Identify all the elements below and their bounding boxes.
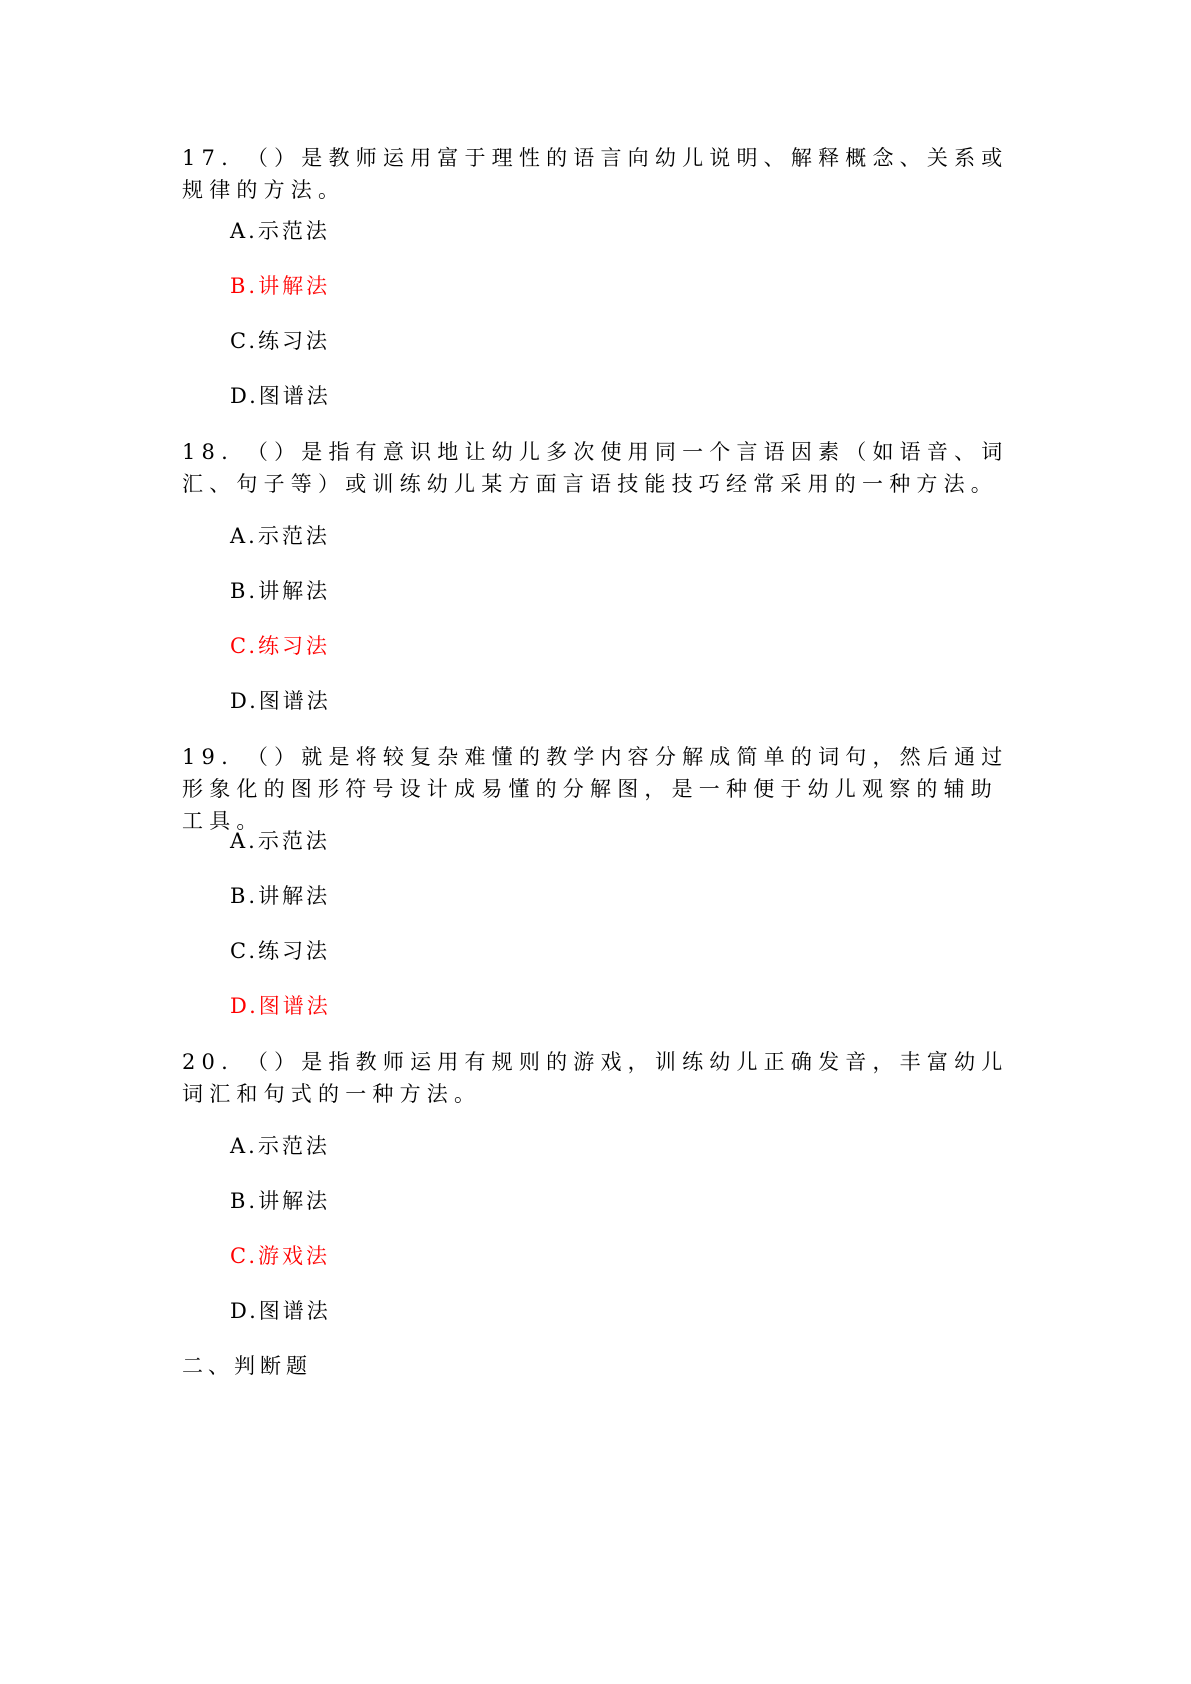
question-17: 17. （）是教师运用富于理性的语言向幼儿说明、解释概念、关系或规律的方法。 — [182, 146, 1009, 202]
q19-option-a: A.示范法 — [230, 829, 330, 853]
q20-option-a: A.示范法 — [230, 1134, 330, 1158]
q20-option-d: D.图谱法 — [230, 1299, 331, 1323]
question-18: 18. （）是指有意识地让幼儿多次使用同一个言语因素（如语音、词汇、句子等）或训练幼儿某方面言语技能技巧经常采用的一种方法。 — [182, 440, 1009, 496]
q17-option-b-correct: B.讲解法 — [230, 274, 331, 298]
q20-option-c-correct: C.游戏法 — [230, 1244, 330, 1268]
q19-option-b: B.讲解法 — [230, 884, 331, 908]
q19-option-d-correct: D.图谱法 — [230, 994, 331, 1018]
q18-option-b: B.讲解法 — [230, 579, 331, 603]
q19-option-c: C.练习法 — [230, 939, 330, 963]
q18-option-a: A.示范法 — [230, 524, 330, 548]
question-20: 20. （）是指教师运用有规则的游戏，训练幼儿正确发音，丰富幼儿词汇和句式的一种方法。 — [182, 1050, 1009, 1106]
question-19: 19. （）就是将较复杂难懂的教学内容分解成简单的词句，然后通过形象化的图形符号设计成易懂的分解图，是一种便于幼儿观察的辅助工具。 — [182, 745, 1009, 833]
q17-option-a: A.示范法 — [230, 219, 330, 243]
q20-option-b: B.讲解法 — [230, 1189, 331, 1213]
section-heading-true-false: 二、判断题 — [182, 1354, 312, 1378]
q18-option-d: D.图谱法 — [230, 689, 331, 713]
q18-option-c-correct: C.练习法 — [230, 634, 330, 658]
q17-option-c: C.练习法 — [230, 329, 330, 353]
q17-option-d: D.图谱法 — [230, 384, 331, 408]
